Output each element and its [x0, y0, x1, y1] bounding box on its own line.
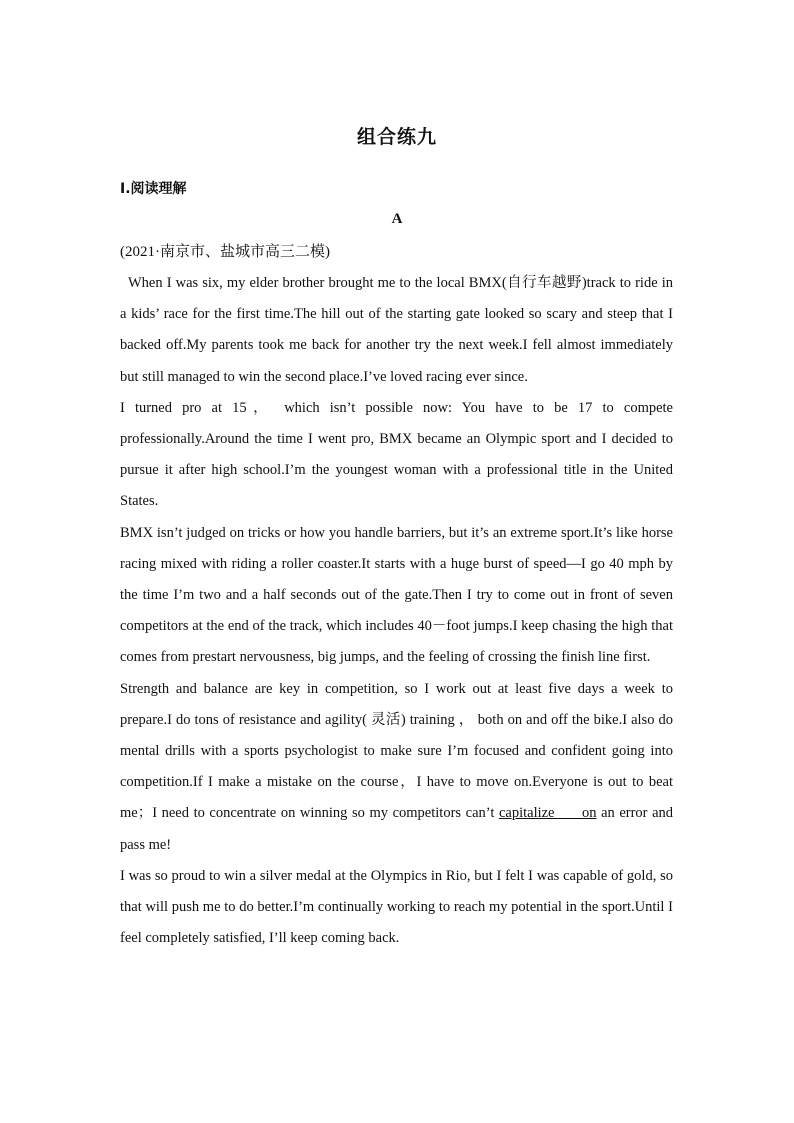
paragraph-4-tail-after: an error and pass me! — [120, 805, 674, 853]
paragraph-5: I was so proud to win a silver medal at the Olympics in Rio, but I felt I was capable of gold, so that will push me to do better.I’m continually working to reach my potential in the sport.Until I feel completely satisfied, I’ll keep coming back. — [120, 867, 673, 947]
section-heading: Ⅰ.阅读理解 — [120, 181, 187, 197]
paragraph-3: BMX isn’t judged on tricks or how you handle barriers, but it’s an extreme sport.It’s like horse racing mixed with riding a roller coaster.It starts with a huge burst of speed—I go 40 mph by the time I’m two and a half seconds out of the gate.Then I try to come out in front of seven competitors at the end of the track, which includes 40－foot jumps.I keep chasing the high that comes from prestart nervousness, big jumps, and the feeling of crossing the finish line first. — [120, 524, 673, 666]
paragraph-2: I turned pro at 15， which isn’t possible now: You have to be 17 to compete professionally.Around the time I went pro, BMX became an Olympic sport and I decided to pursue it after high school.I’m the youngest woman with a professional title in the United States. — [120, 399, 673, 510]
passage-label: A — [391, 211, 403, 227]
passage-body — [120, 268, 673, 954]
underlined-phrase: capitalize on — [498, 805, 597, 822]
page-title: 组合练九 — [356, 126, 437, 148]
paragraph-4-tail-before: can’t — [465, 805, 499, 822]
passage-source: (2021·南京市、盐城市高三二模) — [120, 244, 330, 260]
paragraph-4-text: Strength and balance are key in competition, so I work out at least five days a week to prepare.I do tons of resistance and agility( 灵活) training ， both on and off the bike.I also do mental drills with a sports psychologist to make sure I’m focused and confident going into competition.If I make a mistake on the course，I have to move on.Everyone is out to beat me；I need to concentrate on winning so my competitors — [120, 680, 673, 822]
paragraph-1: When I was six, my elder brother brought me to the local BMX(自行车越野)track to ride in a kids’ race for the first time.The hill out of the starting gate looked so scary and steep that I backed off.My parents took me back for another try the next week.I fell almost immediately but still managed to win the second place.I’ve loved racing ever since. — [120, 275, 673, 385]
paragraph-4 — [120, 674, 673, 861]
